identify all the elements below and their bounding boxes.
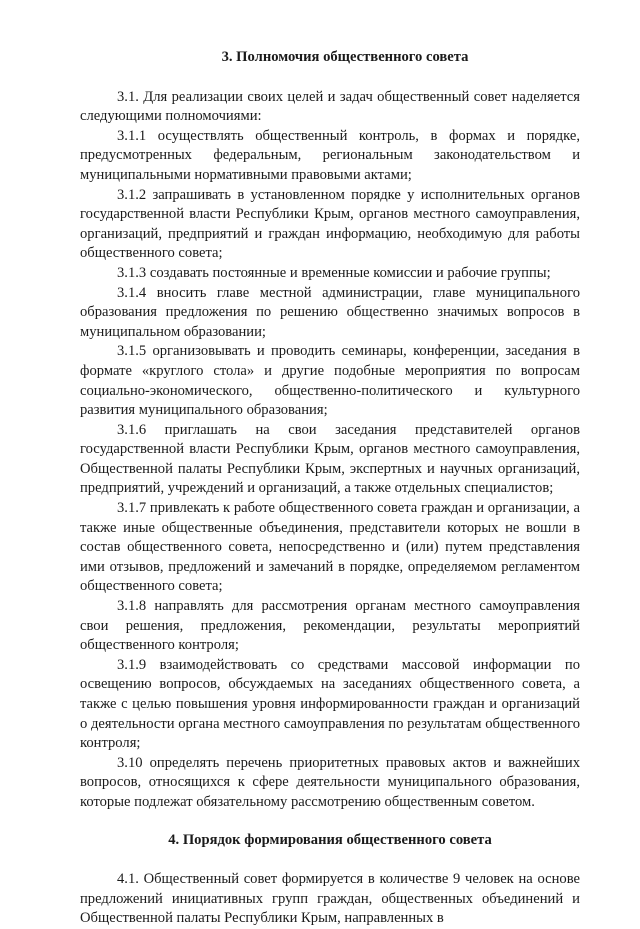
item-3-1-6: 3.1.6 приглашать на свои заседания представителей органов государственной власти Республики Крым, органов местного самоуправления, Общественной палаты Республики Крым, экспертных и научных организаций, предприятий, учреждений и организаций, а также отдельных специалистов; [80, 421, 580, 497]
item-3-1-7: 3.1.7 привлекать к работе общественного совета граждан и организации, а также иные общественные объединения, представители которых не вошли в состав общественного совета, непосредственно и (или) путем представления ими отзывов, предложений и замечаний в порядке, определяемом регламентом общественного совета; [80, 500, 580, 595]
item-3-1-1: 3.1.1 осуществлять общественный контроль, в формах и порядке, предусмотренных федеральным, региональным законодательством и муниципальными нормативными правовыми актами; [80, 127, 580, 183]
document-page [80, 48, 580, 929]
item-3-10: 3.10 определять перечень приоритетных правовых актов и важнейших вопросов, относящихся к сфере деятельности муниципального образования, которые подлежат обязательному рассмотрению общественным советом. [80, 754, 580, 810]
item-3-1-8: 3.1.8 направлять для рассмотрения органам местного самоуправления свои решения, предложения, рекомендации, результаты мероприятий общественного контроля; [80, 598, 580, 654]
item-3-1-9: 3.1.9 взаимодействовать со средствами массовой информации по освещению вопросов, обсуждаемых на заседаниях общественного совета, а также с целью повышения уровня информированности граждан и организаций о деятельности органа местного самоуправления по результатам общественного контроля; [80, 656, 580, 752]
section-4-heading: 4. Порядок формирования общественного совета [168, 831, 492, 848]
item-4-1: 4.1. Общественный совет формируется в количестве 9 человек на основе предложений инициативных групп граждан, общественных объединений и Общественной палаты Республики Крым, направленных в [80, 871, 580, 927]
item-3-1-4: 3.1.4 вносить главе местной администрации, главе муниципального образования предложения по решению общественно значимых вопросов в муниципальном образовании; [80, 284, 580, 340]
section-3-intro: 3.1. Для реализации своих целей и задач общественный совет наделяется следующими полномочиями: [80, 88, 580, 125]
item-3-1-3: 3.1.3 создавать постоянные и временные комиссии и рабочие группы; [117, 264, 551, 281]
section-3-heading: 3. Полномочия общественного совета [221, 49, 469, 65]
item-3-1-5: 3.1.5 организовывать и проводить семинары, конференции, заседания в формате «круглого стола» и другие подобные мероприятия по вопросам социально-экономического, общественно-политического и культурного развития муниципального образования; [80, 343, 580, 419]
item-3-1-2: 3.1.2 запрашивать в установленном порядке у исполнительных органов государственной власти Республики Крым, органов местного самоуправления, организаций, предприятий и граждан информацию, необходимую для работы общественного совета; [80, 186, 580, 262]
